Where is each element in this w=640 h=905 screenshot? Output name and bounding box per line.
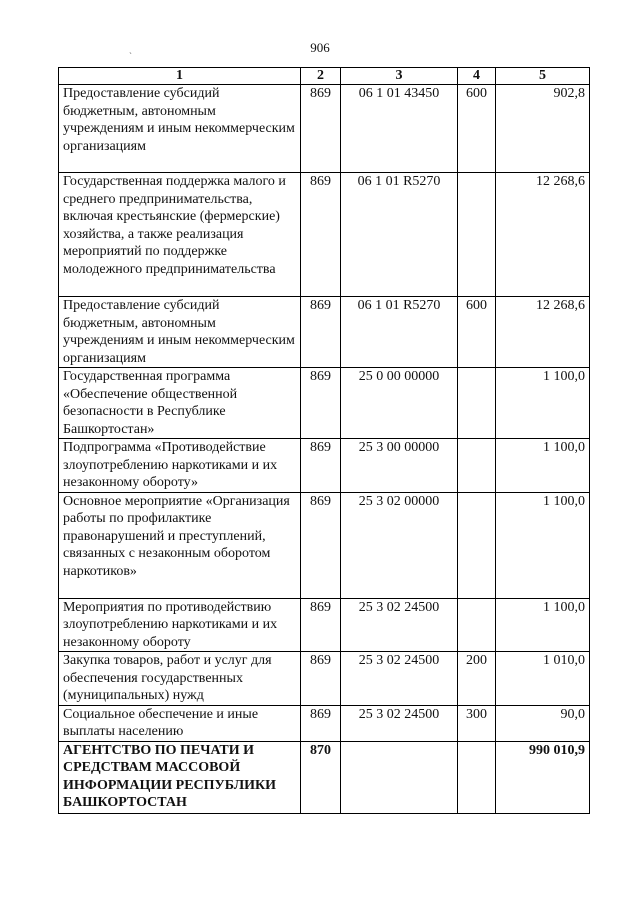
table-row	[59, 741, 590, 813]
row-name-cell: Предоставление субсидий бюджетным, автономным учреждениям и иным некоммерческим организациям	[59, 297, 301, 368]
row-amount-cell: 12 268,6	[496, 173, 590, 297]
row-name-cell: АГЕНТСТВО ПО ПЕЧАТИ И СРЕДСТВАМ МАССОВОЙ ИНФОРМАЦИИ РЕСПУБЛИКИ БАШКОРТОСТАН	[59, 741, 301, 813]
row-name-cell: Социальное обеспечение и иные выплаты населению	[59, 705, 301, 741]
table-row	[59, 439, 590, 493]
table-body	[59, 85, 590, 814]
row-name-cell: Закупка товаров, работ и услуг для обеспечения государственных (муниципальных) нужд	[59, 652, 301, 706]
row-amount-cell: 1 100,0	[496, 598, 590, 652]
row-vr-cell: 600	[458, 297, 496, 368]
header-row	[59, 68, 590, 85]
row-amount-cell: 1 100,0	[496, 439, 590, 493]
row-amount-cell: 902,8	[496, 85, 590, 173]
row-vr-cell: 600	[458, 85, 496, 173]
scan-mark: ˏ	[129, 44, 132, 54]
row-csr-cell: 06 1 01 R5270	[341, 173, 458, 297]
table-row	[59, 652, 590, 706]
row-vr-cell	[458, 741, 496, 813]
row-code-cell: 869	[301, 439, 341, 493]
row-code-cell: 869	[301, 705, 341, 741]
row-amount-cell: 1 100,0	[496, 492, 590, 598]
row-vr-cell: 200	[458, 652, 496, 706]
row-amount-cell: 90,0	[496, 705, 590, 741]
row-vr-cell: 300	[458, 705, 496, 741]
row-vr-cell	[458, 439, 496, 493]
row-vr-cell	[458, 492, 496, 598]
row-csr-cell	[341, 741, 458, 813]
row-vr-cell	[458, 368, 496, 439]
col-header-1: 1	[59, 68, 301, 85]
row-csr-cell: 25 3 02 24500	[341, 652, 458, 706]
row-code-cell: 869	[301, 85, 341, 173]
col-header-5: 5	[496, 68, 590, 85]
col-header-4: 4	[458, 68, 496, 85]
table-row	[59, 297, 590, 368]
row-code-cell: 869	[301, 598, 341, 652]
row-amount-cell: 1 100,0	[496, 368, 590, 439]
budget-table	[58, 67, 590, 814]
table-row	[59, 598, 590, 652]
row-name-cell: Государственная программа «Обеспечение общественной безопасности в Республике Башкортостан»	[59, 368, 301, 439]
row-vr-cell	[458, 173, 496, 297]
row-csr-cell: 25 0 00 00000	[341, 368, 458, 439]
row-vr-cell	[458, 598, 496, 652]
row-amount-cell: 990 010,9	[496, 741, 590, 813]
table-row	[59, 173, 590, 297]
row-name-cell: Мероприятия по противодействию злоупотреблению наркотиками и их незаконному обороту	[59, 598, 301, 652]
table-row	[59, 85, 590, 173]
row-code-cell: 869	[301, 368, 341, 439]
table-row	[59, 492, 590, 598]
col-header-2: 2	[301, 68, 341, 85]
row-name-cell: Основное мероприятие «Организация работы по профилактике правонарушений и преступлений, связанных с незаконным оборотом наркотиков»	[59, 492, 301, 598]
row-name-cell: Государственная поддержка малого и среднего предпринимательства, включая крестьянские (фермерские) хозяйства, а также реализация мероприятий по поддержке молодежного предпринимательства	[59, 173, 301, 297]
row-amount-cell: 1 010,0	[496, 652, 590, 706]
row-name-cell: Подпрограмма «Противодействие злоупотреблению наркотиками и их незаконному обороту»	[59, 439, 301, 493]
row-code-cell: 870	[301, 741, 341, 813]
row-csr-cell: 25 3 02 24500	[341, 598, 458, 652]
table-row	[59, 705, 590, 741]
page-number: 906	[310, 40, 330, 55]
row-code-cell: 869	[301, 652, 341, 706]
row-code-cell: 869	[301, 173, 341, 297]
row-csr-cell: 25 3 02 00000	[341, 492, 458, 598]
row-csr-cell: 25 3 02 24500	[341, 705, 458, 741]
row-code-cell: 869	[301, 297, 341, 368]
row-amount-cell: 12 268,6	[496, 297, 590, 368]
table-row	[59, 368, 590, 439]
row-code-cell: 869	[301, 492, 341, 598]
row-csr-cell: 06 1 01 R5270	[341, 297, 458, 368]
row-csr-cell: 25 3 00 00000	[341, 439, 458, 493]
row-csr-cell: 06 1 01 43450	[341, 85, 458, 173]
col-header-3: 3	[341, 68, 458, 85]
row-name-cell: Предоставление субсидий бюджетным, автономным учреждениям и иным некоммерческим организациям	[59, 85, 301, 173]
